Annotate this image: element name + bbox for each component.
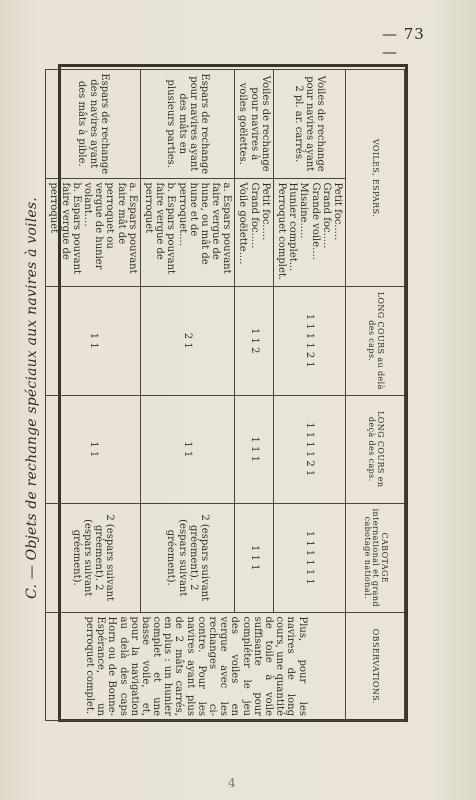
row-long-cours-deca: 1 1 (46, 395, 141, 504)
row-category: Espars de rechange pour navires ayant des mâts en plusieurs parties. (140, 70, 235, 179)
header-long-cours-dela: LONG COURS au delà des caps. (346, 287, 405, 396)
spare-objects-table (45, 69, 405, 721)
row-items: a. Espars pouvant faire vergue de hune, ou mât de hune et de perroquet.... b. Espars pouvant faire vergue de perroquet (140, 178, 235, 287)
section-heading: C. — Objets de rechange spéciaux aux navires à voiles. (24, 197, 40, 599)
row-cabotage: 1 1 1 1 1 1 (273, 504, 345, 613)
row-long-cours-deca: 1 1 (140, 395, 235, 504)
footer-mark: 4 (228, 776, 236, 790)
row-cabotage: 2 (espars suivant gréement). 2 (espars suivant gréement). (140, 504, 235, 613)
row-long-cours-dela: 2 1 (140, 287, 235, 396)
header-voiles-espars: VOILES, ESPARS. (346, 70, 405, 287)
row-category: Espars de rechange des navires ayant des mâts à pible. (46, 70, 141, 179)
row-long-cours-dela: 1 1 2 (235, 287, 274, 396)
row-items: a. Espars pouvant faire mât de perroquet ou vergue de hunier volant.... b. Espars pouvant faire vergue de perroquet (46, 178, 141, 287)
row-long-cours-dela: 1 1 (46, 287, 141, 396)
header-observations: OBSERVATIONS. (346, 612, 405, 721)
row-items: Petit foc..... Grand foc..... Grande voile.... Misaine..... Hunier complet... Perroquet complet. (273, 178, 345, 287)
row-cabotage: 2 (espars suivant gréement). 2 (espars suivant gréement). (46, 504, 141, 613)
table-row-square-rigged-sails (273, 70, 345, 721)
row-long-cours-deca: 1 1 1 1 2 1 (273, 395, 345, 504)
table-header-row (346, 70, 405, 721)
header-long-cours-deca: LONG COURS en deçà des caps. (346, 395, 405, 504)
rotated-table-container (48, 69, 405, 721)
row-long-cours-deca: 1 1 1 (235, 395, 274, 504)
page-number: — 73 — (382, 25, 425, 61)
row-category: Voiles de rechange pour navires ayant 2 pl. ar. carrés. (273, 70, 345, 179)
row-long-cours-dela: 1 1 1 1 2 1 (273, 287, 345, 396)
row-items: Petit foc..... Grand foc..... Voile goëlette.... (235, 178, 274, 287)
header-cabotage: CABOTAGE international et grand cabotage national. (346, 504, 405, 613)
row-category: Voiles de rechange pour navires à voiles goëlettes. (235, 70, 274, 179)
spare-objects-table-frame (48, 64, 408, 722)
row-cabotage: 1 1 1 (235, 504, 274, 613)
observations-text: Plus, pour les navires de long cours, une quantité de toile à voile suffisante pour compléter le jeu des voiles en vergue avec les rechanges ci-contre. Pour les navires ayant plus de 2 mâts carrés, en plus : un hunier complet et une basse voile, et, pour la navigation au delà des caps Horn ou de Bonne-Espérance, un perroquet complet. (46, 612, 346, 721)
